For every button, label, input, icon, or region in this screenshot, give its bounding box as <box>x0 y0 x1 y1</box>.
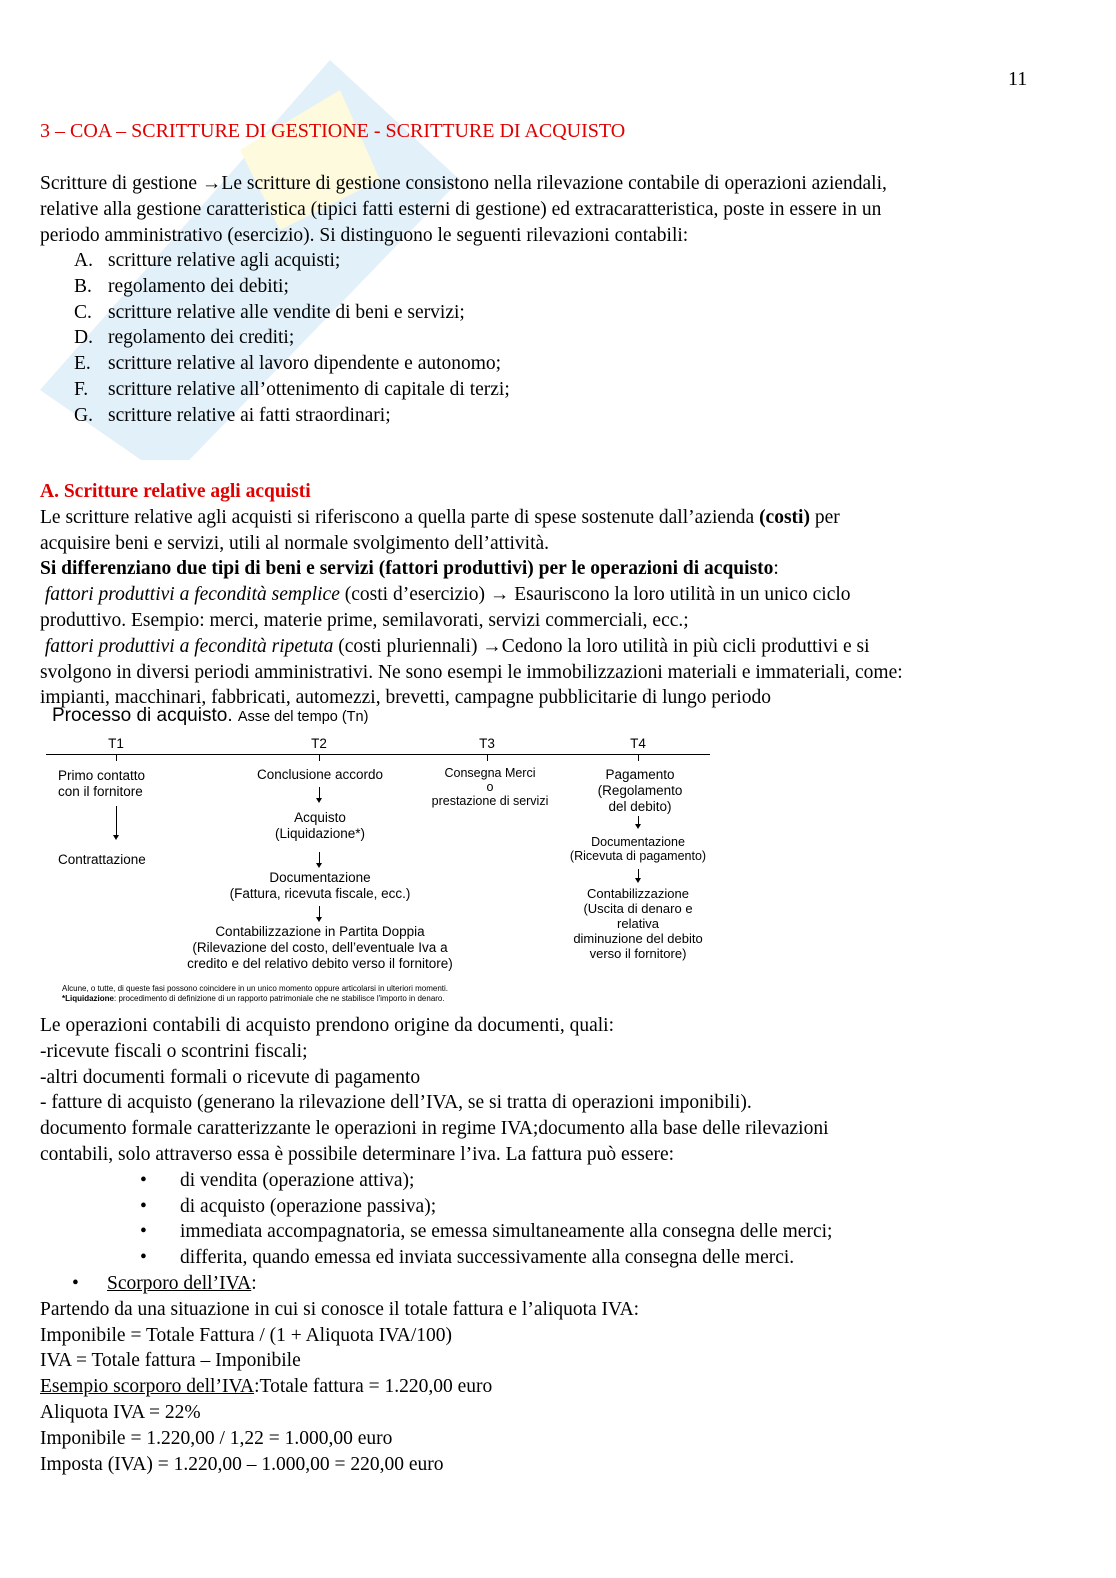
text-line <box>40 1374 832 1400</box>
step-text: (Uscita di denaro e <box>583 901 693 916</box>
text-line: Partendo da una situazione in cui si conosce il totale fattura e l’aliquota IVA: <box>40 1298 640 1320</box>
step-text: o <box>486 780 494 794</box>
step-text: relativa <box>617 916 659 931</box>
step-text: del debito) <box>608 799 672 814</box>
axis-tick <box>319 754 320 761</box>
step-text: diminuzione del debito <box>573 931 703 946</box>
arrow-down-icon <box>116 806 117 838</box>
diagram-subtitle: Asse del tempo (Tn) <box>237 709 369 725</box>
text-line: Aliquota IVA = 22% <box>40 1401 201 1423</box>
list-marker: C. <box>74 301 92 323</box>
step-negotiation: Contrattazione <box>58 852 146 867</box>
text-line: -altri documenti formali o ricevute di pagamento <box>40 1066 421 1088</box>
list-text: scritture relative alle vendite di beni e servizi; <box>108 301 465 323</box>
operations-list <box>74 248 510 429</box>
text-line: - fatture di acquisto (generano la rilevazione dell’IVA, se si tratta di operazioni imponibili). <box>40 1092 752 1114</box>
step-text: credito e del relativo debito verso il fornitore) <box>187 956 453 971</box>
text-line: Scritture di gestione →Le scritture di gestione consistono nella rilevazione contabile di operazioni aziendali, <box>40 173 887 194</box>
step-text: Primo contatto <box>58 768 146 783</box>
documents-section <box>40 1013 832 1477</box>
step-accounting <box>150 924 490 972</box>
step-documentation <box>170 870 470 902</box>
list-item <box>74 351 510 377</box>
chapter-heading: 3 – COA – SCRITTURE DI GESTIONE - SCRITTURE DI ACQUISTO <box>40 120 626 142</box>
text-line: relative alla gestione caratteristica (tipici fatti esterni di gestione) ed extracaratteristica, poste in essere in un <box>40 198 882 220</box>
intro-paragraph <box>40 171 887 248</box>
list-item: • di vendita (operazione attiva); <box>140 1169 415 1191</box>
list-text: scritture relative agli acquisti; <box>108 250 341 271</box>
tick-label: T1 <box>108 736 124 751</box>
formula-line: IVA = Totale fattura – Imponibile <box>40 1350 301 1372</box>
list-item <box>74 403 510 429</box>
step-text: Contabilizzazione in Partita Doppia <box>215 924 425 939</box>
note-text: : procedimento di definizione di un rapporto patrimoniale che ne stabilisce l'importo in denaro. <box>114 994 445 1003</box>
tick-label: T2 <box>311 736 327 751</box>
step-text: verso il fornitore) <box>589 946 687 961</box>
list-text: scritture relative al lavoro dipendente e autonomo; <box>108 353 502 375</box>
note-text: Alcune, o tutte, di queste fasi possono coincidere in un unico momento oppure articolarsi in ulteriori momenti. <box>62 984 448 993</box>
step-text: (Liquidazione*) <box>274 826 366 841</box>
text-line: Le operazioni contabili di acquisto prendono origine da documenti, quali: <box>40 1015 615 1036</box>
italic-span: fattori produttivi a fecondità ripetuta <box>44 635 334 657</box>
text-line: Imposta (IVA) = 1.220,00 – 1.000,00 = 220,00 euro <box>40 1453 444 1475</box>
step-purchase <box>220 810 420 842</box>
text-line: Si differenziano due tipi di beni e servizi (fattori produttivi) per le operazioni di acquisto: <box>40 558 779 580</box>
section-a <box>40 479 903 711</box>
list-text: differita, quando emessa ed inviata successivamente alla consegna delle merci. <box>180 1247 795 1269</box>
scorporo-title: Scorporo dell’IVA <box>107 1272 252 1294</box>
text-line <box>40 582 903 608</box>
list-item: • differita, quando emessa ed inviata successivamente alla consegna delle merci. <box>140 1247 795 1269</box>
text-line: Imponibile = 1.220,00 / 1,22 = 1.000,00 euro <box>40 1427 393 1449</box>
text-line: contabili, solo attraverso essa è possibile determinare l’iva. La fattura può essere: <box>40 1143 675 1165</box>
list-text: regolamento dei crediti; <box>108 327 295 349</box>
axis-tick <box>638 754 639 761</box>
text-span: :Totale fattura = 1.220,00 euro <box>254 1376 493 1398</box>
text-line: svolgono in diversi periodi amministrativi. Ne sono esempi le immobilizzazioni materiali e immateriali, come: <box>40 661 903 683</box>
list-item: • immediata accompagnatoria, se emessa simultaneamente alla consegna delle merci; <box>140 1221 833 1243</box>
axis-tick <box>487 754 488 761</box>
list-item: • di acquisto (operazione passiva); <box>140 1195 437 1217</box>
section-title: A. Scritture relative agli acquisti <box>40 481 311 502</box>
arrow-down-icon <box>319 787 320 801</box>
text-span: per <box>809 506 840 528</box>
text-span: (costi d’esercizio) → Esauriscono la loro utilità in un unico ciclo <box>339 584 851 606</box>
step-payment <box>570 767 710 815</box>
step-text: Documentazione <box>269 870 371 885</box>
bold-span: Si differenziano due tipi di beni e servizi (fattori produttivi) per le operazioni di acquisto <box>40 558 774 580</box>
list-text: scritture relative ai fatti straordinari; <box>108 404 391 426</box>
text-line: produttivo. Esempio: merci, materie prime, semilavorati, servizi commerciali, ecc.; <box>40 609 689 631</box>
step-payment-doc <box>540 835 736 863</box>
text-line: acquisire beni e servizi, utili al normale svolgimento dell’attività. <box>40 532 550 554</box>
tick-label: T4 <box>630 736 646 751</box>
diagram-title <box>52 705 369 726</box>
note-term: *Liquidazione <box>62 994 114 1003</box>
list-marker: F. <box>74 378 89 400</box>
italic-span: fattori produttivi a fecondità semplice <box>44 584 340 606</box>
text-line <box>40 505 903 531</box>
step-text: con il fornitore <box>58 784 143 799</box>
text-span: Le scritture relative agli acquisti si riferiscono a quella parte di spese sostenute dall’azienda <box>40 506 760 528</box>
text-line: periodo amministrativo (esercizio). Si distinguono le seguenti rilevazioni contabili: <box>40 224 689 246</box>
step-payment-accounting <box>550 886 726 961</box>
list-text: di acquisto (operazione passiva); <box>180 1195 437 1217</box>
tick-label: T3 <box>479 736 495 751</box>
step-agreement: Conclusione accordo <box>256 767 384 782</box>
step-text: (Rilevazione del costo, dell’eventuale Iva a <box>192 940 448 955</box>
example-label: Esempio scorporo dell’IVA <box>40 1376 255 1398</box>
formula-line: Imponibile = Totale Fattura / (1 + Aliquota IVA/100) <box>40 1324 453 1346</box>
step-text: (Ricevuta di pagamento) <box>569 849 707 863</box>
step-text: Contabilizzazione <box>587 886 689 901</box>
purchase-process-diagram <box>40 706 740 1011</box>
list-text: regolamento dei debiti; <box>108 275 289 297</box>
text-span: (costi pluriennali) →Cedono la loro utilità in più cicli produttivi e si <box>333 635 870 657</box>
text-span: : <box>251 1272 257 1294</box>
step-text: Documentazione <box>591 835 685 849</box>
list-item: • Scorporo dell’IVA: <box>72 1272 257 1294</box>
list-text: immediata accompagnatoria, se emessa simultaneamente alla consegna delle merci; <box>180 1221 833 1243</box>
arrow-down-icon <box>638 816 639 827</box>
text-line: -ricevute fiscali o scontrini fiscali; <box>40 1040 308 1062</box>
step-delivery <box>410 766 570 808</box>
step-text: Acquisto <box>294 810 346 825</box>
list-item <box>74 377 510 403</box>
arrow-down-icon <box>319 852 320 866</box>
step-text: Pagamento <box>605 767 675 782</box>
text-line: impianti, macchinari, fabbricati, automezzi, brevetti, campagne pubblicitarie di lungo periodo <box>40 687 771 709</box>
axis-tick <box>116 754 117 761</box>
list-marker: G. <box>74 404 93 426</box>
time-axis <box>46 754 710 755</box>
bold-span: (costi) <box>759 506 810 528</box>
list-marker: A. <box>74 250 93 271</box>
arrow-down-icon <box>319 906 320 920</box>
list-item <box>74 274 510 300</box>
list-marker: B. <box>74 275 92 297</box>
list-item <box>74 300 510 326</box>
step-text: (Regolamento <box>597 783 683 798</box>
list-marker: E. <box>74 353 91 375</box>
list-text: scritture relative all’ottenimento di capitale di terzi; <box>108 378 510 400</box>
step-text: Consegna Merci <box>444 766 536 780</box>
diagram-notes <box>62 984 448 1004</box>
step-contact <box>58 768 145 800</box>
page-number: 11 <box>1008 68 1028 90</box>
diagram-title-text: Processo di acquisto. <box>52 705 233 726</box>
arrow-down-icon <box>638 869 639 881</box>
list-item <box>74 248 510 274</box>
list-marker: D. <box>74 327 93 349</box>
list-text: di vendita (operazione attiva); <box>180 1169 415 1191</box>
list-item <box>74 325 510 351</box>
step-text: (Fattura, ricevuta fiscale, ecc.) <box>229 886 411 901</box>
text-line: documento formale caratterizzante le operazioni in regime IVA;documento alla base delle rilevazioni <box>40 1118 829 1140</box>
text-line <box>40 634 903 660</box>
step-text: prestazione di servizi <box>431 794 549 808</box>
